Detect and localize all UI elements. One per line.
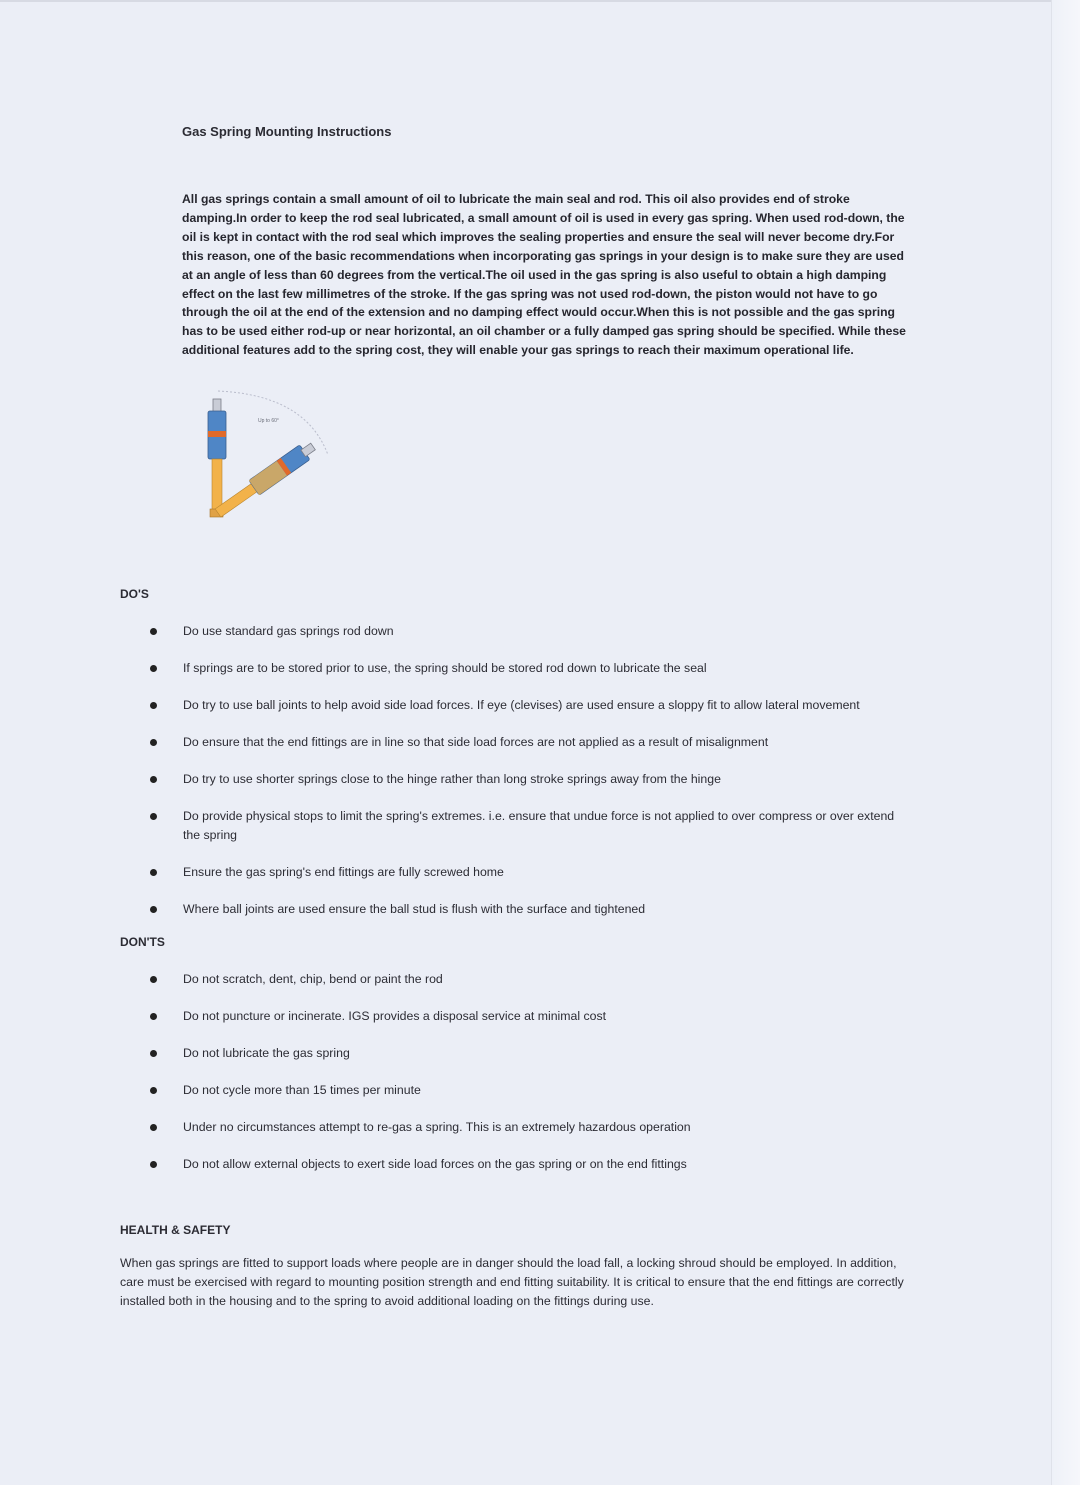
- bullet-icon: [150, 976, 157, 983]
- bullet-icon: [150, 869, 157, 876]
- health-safety-heading: HEALTH & SAFETY: [120, 1223, 231, 1237]
- gas-spring-angle-diagram: [196, 383, 361, 528]
- donts-heading: DON'TS: [120, 935, 165, 949]
- vertical-gas-spring: [208, 399, 226, 517]
- bullet-icon: [150, 739, 157, 746]
- bullet-icon: [150, 1050, 157, 1057]
- health-safety-paragraph: When gas springs are fitted to support loads where people are in danger should the load fall, a locking shroud should be employed. In addition, care must be exercised with regard to mounting position strength and end fitting suitability. It is critical to ensure that the end fittings are correctly installed both in the housing and to the spring to avoid additional loading on the fittings during use.: [120, 1256, 904, 1308]
- bullet-icon: [150, 702, 157, 709]
- bullet-icon: [150, 813, 157, 820]
- bullet-icon: [150, 906, 157, 913]
- scan-edge-top: [0, 0, 1080, 2]
- bullet-icon: [150, 1087, 157, 1094]
- bullet-icon: [150, 1161, 157, 1168]
- bullet-icon: [150, 776, 157, 783]
- scan-edge-right: [1051, 0, 1080, 1485]
- bullet-icon: [150, 665, 157, 672]
- bullet-icon: [150, 1013, 157, 1020]
- bullet-icon: [150, 628, 157, 635]
- angled-gas-spring: [213, 439, 318, 520]
- dos-heading: DO'S: [120, 587, 149, 601]
- intro-paragraph: All gas springs contain a small amount of oil to lubricate the main seal and rod. This oil also provides end of stroke damping.In order to keep the rod seal lubricated, a small amount of oil is used in every gas spring. When used rod-down, the oil is kept in contact with the rod seal which improves the sealing properties and ensure the seal will never become dry.For this reason, one of the basic recommendations when incorporating gas springs in your design is to make sure they are used at an angle of less than 60 degrees from the vertical.The oil used in the gas spring is also useful to obtain a high damping effect on the last few millimetres of the stroke. If the gas spring was not used rod-down, the piston would not have to go through the oil at the end of the extension and no damping effect would occur.When this is not possible and the gas spring has to be used either rod-up or near horizontal, an oil chamber or a fully damped gas spring should be specified. While these additional features add to the spring cost, they will enable your gas springs to reach their maximum operational life.: [182, 192, 906, 358]
- bullet-icon: [150, 1124, 157, 1131]
- document-title: Gas Spring Mounting Instructions: [182, 124, 392, 139]
- angle-label: Up to 60°: [258, 418, 279, 424]
